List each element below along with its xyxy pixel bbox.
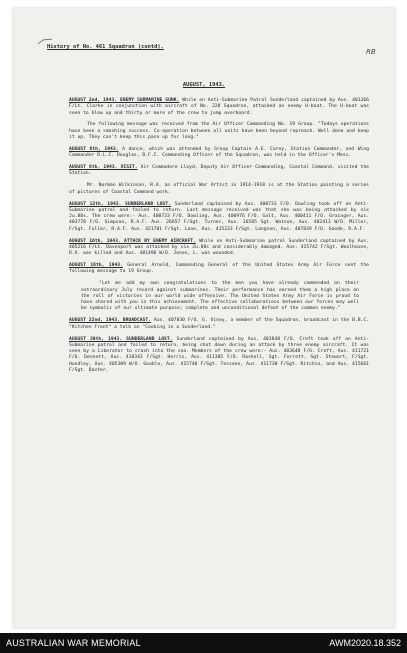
- entry-paragraph: [69, 183, 369, 196]
- entry-lead: AUGUST 8th, 1943. VISIT.: [69, 165, 138, 171]
- entry-paragraph: [69, 337, 369, 375]
- entry-paragraph: [69, 202, 369, 233]
- entry-paragraph: [69, 263, 369, 276]
- entry-text: A dance, which was attended by Group Captain A.E. Carey, Station Commander, and Wing Commander D.L.C. Douglas, D.F.C. Commanding Officer of the Squadron, was held in the Officer's Mess.: [69, 146, 369, 159]
- entry-lead: AUGUST 16th, 1943.: [69, 263, 123, 269]
- document-page: [13, 8, 395, 628]
- entry-text: While on Anti-Submarine Patrol Sunderland captained by Aus. 401366 F/Lt. Clarke in conjunction with aircraft of No. 228 Squadron, attacked an enemy U-boat. The U-boat was seen to blow up and thirty or more of the crew to jump overboard.: [69, 98, 369, 116]
- footer-accession: AWM2020.18.352: [329, 638, 401, 648]
- document-body: [69, 98, 369, 380]
- entry-paragraph: [69, 147, 369, 160]
- entry-text: While on Anti-Submarine patrol Sunderland captained by Aus. 405216 F/Lt. Davenport was attacked by six Ju.88s and considerably damaged. Aus. 415742 F/Sgt. Woolhouse, R.V. was killed and Aus. 401496 W/O. Jones, L. was wounded.: [69, 238, 369, 257]
- margin-mark: RB: [366, 48, 376, 56]
- archive-footer: [0, 633, 407, 653]
- entry-text: Mr. Norman Wilkinson, R.A. an official War Artist in 1914-1918 is at the Station painting a series of pictures of Coastal Command work.: [69, 183, 369, 195]
- entry-lead: AUGUST 16th, 1943. ATTACK BY ENEMY AIRCRAFT.: [69, 238, 196, 244]
- entry-lead: AUGUST 6th, 1943.: [69, 146, 119, 152]
- entry-lead: AUGUST 22nd, 1943. BROADCAST.: [69, 318, 151, 324]
- entry-text: General Arnold, Commanding General of the United States Army Air Force sent the following message to 19 Group.: [69, 263, 369, 275]
- entry-paragraph: [69, 98, 369, 117]
- entry-paragraph: [69, 165, 369, 178]
- entry-lead: AUGUST 2nd, 1943. ENEMY SUBMARINE SUNK.: [69, 98, 180, 103]
- entry-text: Air Commodore Lloyd, Deputy Air Officer Commanding, Coastal Command, visited the Station.: [69, 165, 370, 177]
- footer-institution: AUSTRALIAN WAR MEMORIAL: [6, 638, 141, 648]
- entry-paragraph: [69, 318, 369, 331]
- entry-text: The following message was received from the Air Officer Commanding No. 19 Group. "Todays operations have been a smashing success. Co-operation between all units have been beyond reproach. Well done and keep it up. They can't keep this pace up for long.": [69, 122, 369, 141]
- entry-text: Sunderland captained by Aus. 403648 F/O. Croft took off on Anti-Submarine patrol and failed to return, being shot down during an attack by three enemy aircraft. It was seen by a Liberator to crash into the sea. Members of the crew were:- Aus. 403648 F/O. Croft, Aus. 411721 F/O. Dennett, Aus. 418343 F/Sgt. Harris, Aus. 411385 F/O. Rashell, Sgt. Forrett, Sgt. Stewart, F/Sgt. Handley, Aus. 405309 W/O. Goable, Aus. 415740 F/Sgt. Tessone, Aus. 411730 F/Sgt. Ritchie, and Aus. 415661 F/Sgt. Baxter.: [69, 336, 369, 374]
- entry-lead: AUGUST 30th, 1943. SUNDERLAND LOST.: [69, 336, 173, 342]
- page-header: History of No. 461 Squadron (contd).: [47, 44, 164, 50]
- entry-text: Sunderland captained by Aus. 400733 F/O. Dowling took off on Anti-Submarine patrol and failed to return. Last message received was that she was being attacked by six Ju.88s. The crew were:- Aus. 400733 F/O. Dowling, Aus. 400976 F/O. Galt, Aus. 400411 F/O. Grainger, Aus. 403778 F/O. Simpson, R.A.F. Aus. 26657 F/Sgt. Turner, Aus. 16585 Sgt. Watson, Aus. 402413 W/O. Miller, F/Sgt. Fuller, R.A.F. Aus. 421701 F/Sgt. Lane, Aus. 415233 F/Sgt. Langson, Aus. 407839 F/O. Goode, R.A.F.: [69, 201, 369, 232]
- entry-paragraph: [69, 239, 369, 258]
- entry-lead: AUGUST 12th, 1943. SUNDERLAND LOST.: [69, 201, 172, 207]
- entry-text: Aus. 407830 F/O. G. Viney, a member of the Squadron, broadcast in the B.B.C. "Kitchen Front" a talk on "Cooking in a Sunderland.": [69, 318, 369, 330]
- entry-text: "Let me add my own congratulations to the men you have already commended on their extraordinary July record against submarines. Their performance has earned them a high place on the roll of victories in our world wide offensive. The United States Army Air Force is proud to have shared with you in this achievement. The effective collaborations between our forces may well be symbolic of our ultimate purpose; complete and unconditional defeat of the common enemy.": [81, 281, 359, 312]
- month-heading: AUGUST, 1943.: [182, 82, 226, 88]
- entry-paragraph: [69, 281, 369, 312]
- entry-paragraph: [69, 122, 369, 141]
